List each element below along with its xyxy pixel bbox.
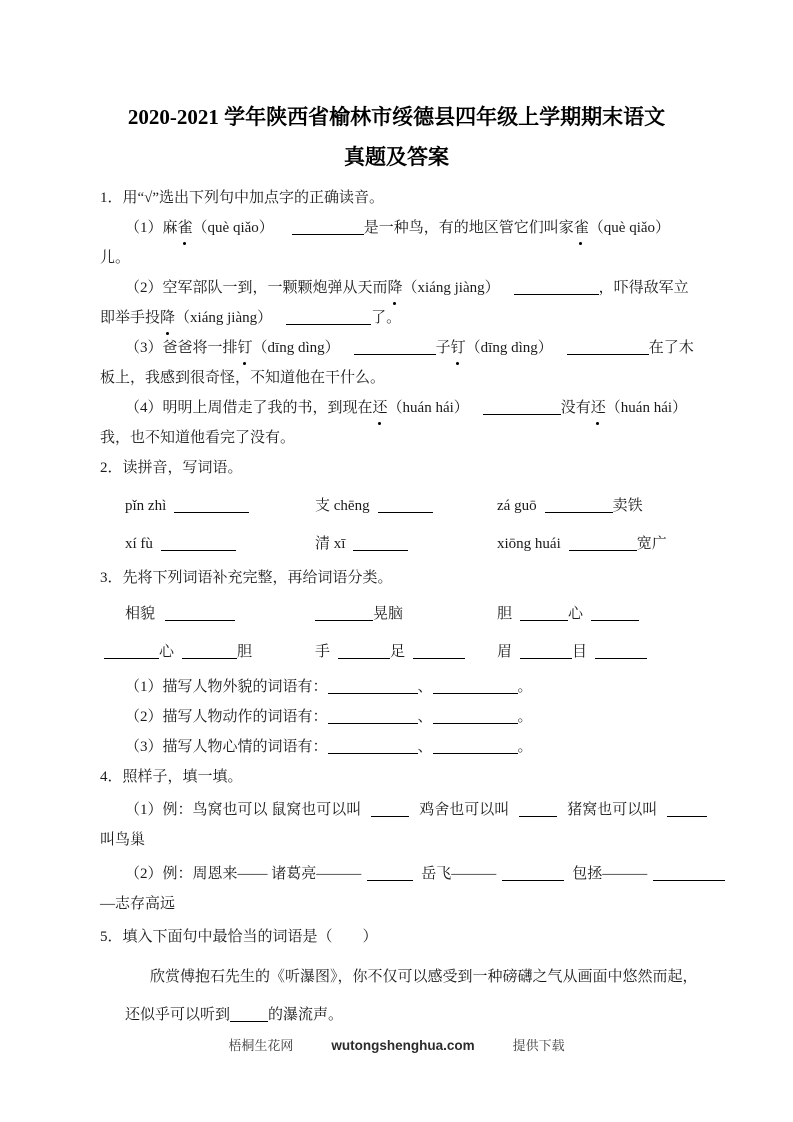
emphasized-char: 雀 — [574, 213, 589, 243]
answer-blank — [514, 281, 599, 295]
answer-blank — [483, 401, 561, 415]
emphasized-char: 雀 — [178, 213, 193, 243]
footer-site-url[interactable]: wutongshenghua.com — [331, 1038, 475, 1053]
answer-blank — [591, 607, 639, 621]
answer-blank — [667, 803, 707, 817]
word-column — [497, 599, 693, 629]
text-run: 足 — [390, 644, 406, 660]
q4-header — [100, 762, 693, 792]
answer-blank — [413, 645, 465, 659]
text-run: 板上，我感到很奇怪，不知道他在干什么。 — [100, 370, 386, 386]
text-run: （xiáng jiàng） — [175, 310, 273, 326]
text-run: 心 — [159, 644, 175, 660]
answer-blank — [595, 645, 647, 659]
answer-blank — [569, 537, 637, 551]
answer-blank — [433, 680, 518, 694]
text-run: 儿。 — [100, 250, 131, 266]
q2-header — [100, 453, 693, 483]
text-run: 欣赏傅抱石先生的《听瀑图》，你不仅可以感受到一种磅礴之气从画面中悠然而起， — [150, 969, 698, 985]
text-run: —志存高远 — [100, 896, 176, 912]
q4-item2-line1 — [100, 859, 693, 889]
text-run: pǐn zhì — [125, 498, 167, 514]
text-run: 鸡舍也可以叫 — [419, 802, 510, 818]
word-column — [315, 491, 497, 521]
answer-blank — [502, 867, 564, 881]
answer-blank — [519, 803, 557, 817]
document-title-line1: 2020-2021 学年陕西省榆林市绥德县四年级上学期期末语文 — [127, 105, 666, 129]
text-run: （4）明明上周借走了我的书，到现在 — [125, 400, 373, 416]
text-run: 的瀑流声。 — [268, 1007, 344, 1023]
q1-item4-line2 — [100, 423, 693, 453]
answer-blank — [104, 645, 159, 659]
spacer — [583, 617, 591, 618]
emphasized-char: 钉 — [451, 333, 466, 363]
text-run: 即举手投 — [100, 310, 161, 326]
spacer — [153, 547, 161, 548]
text-run: （1）描写人物外貌的词语有： — [125, 679, 328, 695]
text-run: 宽广 — [636, 536, 667, 552]
text-run: 晃脑 — [373, 606, 404, 622]
text-run: （1）例：鸟窝也可以 鼠窝也可以叫 — [125, 802, 362, 818]
word-column — [125, 529, 315, 559]
q1-item3-line1 — [100, 333, 693, 363]
text-run: 猪窝也可以叫 — [567, 802, 658, 818]
spacer — [561, 547, 569, 548]
answer-blank — [182, 645, 237, 659]
q4-item2-line2 — [100, 889, 693, 919]
text-run: （3）爸爸将一排 — [125, 340, 238, 356]
answer-blank — [328, 710, 418, 724]
text-run: （2）描写人物动作的词语有： — [125, 709, 328, 725]
spacer — [272, 321, 286, 322]
word-column — [315, 637, 497, 667]
text-run: （dīng dìng） — [465, 340, 553, 356]
text-run: 。 — [517, 739, 533, 755]
text-run: 心 — [568, 606, 584, 622]
text-run: xiōng huái — [497, 536, 561, 552]
q4-item1-line1 — [100, 795, 693, 825]
spacer — [274, 231, 292, 232]
q3-item1 — [100, 672, 693, 702]
q1-item1-line2 — [100, 243, 693, 273]
answer-blank — [378, 499, 433, 513]
text-run: 眉 — [497, 644, 513, 660]
document-body — [0, 183, 793, 1030]
answer-blank — [353, 537, 408, 551]
text-run: （2）例：周恩来—— 诸葛亮——— — [125, 866, 362, 882]
word-column — [497, 637, 693, 667]
spacer — [512, 617, 520, 618]
q5-header — [100, 922, 693, 952]
text-run: （3）描写人物心情的词语有： — [125, 739, 328, 755]
text-run: 了。 — [371, 310, 402, 326]
spacer — [409, 813, 419, 814]
spacer — [587, 655, 595, 656]
answer-blank — [338, 645, 390, 659]
q2-row2 — [100, 529, 693, 559]
word-column — [100, 637, 315, 667]
spacer — [330, 655, 338, 656]
answer-blank — [367, 867, 413, 881]
text-run: xí fù — [125, 536, 153, 552]
q1-item3-line2 — [100, 363, 693, 393]
q3-item3 — [100, 732, 693, 762]
q1-item4-line1 — [100, 393, 693, 423]
footer-download-note: 提供下载 — [512, 1038, 565, 1053]
q3-header — [100, 563, 693, 593]
text-run: 。 — [517, 679, 533, 695]
page-footer — [0, 1036, 793, 1056]
text-run: 、 — [417, 679, 433, 695]
spacer — [155, 617, 165, 618]
answer-blank — [433, 740, 518, 754]
emphasized-char: 降 — [388, 273, 403, 303]
text-run: （1）麻 — [125, 220, 178, 236]
text-run: 5．填入下面句中最恰当的词语是（ ） — [100, 929, 378, 945]
text-run: （dīng dìng） — [252, 340, 340, 356]
text-run: 在了木 — [648, 340, 694, 356]
answer-blank — [328, 740, 418, 754]
answer-blank — [230, 1008, 268, 1022]
q1-item1-line1 — [100, 213, 693, 243]
spacer — [361, 813, 371, 814]
answer-blank — [161, 537, 236, 551]
word-column — [497, 491, 693, 521]
text-run: 清 xī — [315, 536, 346, 552]
q1-header — [100, 183, 693, 213]
word-column — [125, 491, 315, 521]
text-run: 。 — [517, 709, 533, 725]
q5-passage-line2 — [100, 1000, 693, 1030]
text-run: 1．用“√”选出下列句中加点字的正确读音。 — [100, 190, 385, 206]
answer-blank — [520, 645, 572, 659]
text-run: zá guō — [497, 498, 537, 514]
footer-site-name: 梧桐生花网 — [228, 1038, 294, 1053]
text-run: （huán hái） — [387, 400, 469, 416]
document-lines — [100, 183, 698, 1030]
spacer — [512, 655, 520, 656]
q3-item2 — [100, 702, 693, 732]
text-run: 没有 — [560, 400, 591, 416]
spacer — [553, 351, 567, 352]
answer-blank — [520, 607, 568, 621]
spacer — [537, 509, 545, 510]
text-run: 相貌 — [125, 606, 156, 622]
answer-blank — [567, 341, 649, 355]
text-run: 、 — [417, 709, 433, 725]
answer-blank — [653, 867, 725, 881]
answer-blank — [354, 341, 436, 355]
emphasized-char: 还 — [591, 393, 606, 423]
q2-row1 — [100, 491, 693, 521]
spacer — [469, 411, 483, 412]
text-run: （2）空军部队一到，一颗颗炮弹从天而 — [125, 280, 388, 296]
spacer — [166, 509, 174, 510]
q1-item2-line2 — [100, 303, 693, 333]
text-run: （xiáng jiàng） — [402, 280, 500, 296]
text-run: 2．读拼音，写词语。 — [100, 460, 243, 476]
spacer — [370, 509, 378, 510]
spacer — [509, 813, 519, 814]
text-run: 手 — [315, 644, 331, 660]
spacer — [657, 813, 667, 814]
text-run: 支 chēng — [315, 498, 370, 514]
answer-blank — [328, 680, 418, 694]
spacer — [340, 351, 354, 352]
spacer — [500, 291, 514, 292]
word-column — [497, 529, 693, 559]
text-run: ，吓得敌军立 — [598, 280, 689, 296]
document-title-line2: 真题及答案 — [344, 145, 449, 169]
answer-blank — [545, 499, 613, 513]
document-title — [0, 97, 793, 177]
q3-row2 — [100, 637, 693, 667]
text-run: 我，也不知道他看完了没有。 — [100, 430, 296, 446]
answer-blank — [433, 710, 518, 724]
text-run: 3．先将下列词语补充完整，再给词语分类。 — [100, 570, 393, 586]
text-run: 、 — [417, 739, 433, 755]
text-run: 还似乎可以听到 — [125, 1007, 231, 1023]
text-run: 卖铁 — [612, 498, 643, 514]
q4-item1-line2 — [100, 825, 693, 855]
emphasized-char: 钉 — [238, 333, 253, 363]
text-run: 胆 — [237, 644, 253, 660]
text-run: （què qiǎo） — [588, 220, 671, 236]
word-column — [315, 599, 497, 629]
q1-item2-line1 — [100, 273, 693, 303]
answer-blank — [315, 607, 373, 621]
text-run: 4．照样子，填一填。 — [100, 769, 243, 785]
q3-row1 — [100, 599, 693, 629]
answer-blank — [286, 311, 371, 325]
text-run: （huán hái） — [605, 400, 688, 416]
text-run: 胆 — [497, 606, 513, 622]
answer-blank — [165, 607, 235, 621]
q5-passage-line1 — [100, 962, 698, 992]
word-column — [315, 529, 497, 559]
text-run: 子 — [435, 340, 451, 356]
spacer — [405, 655, 413, 656]
text-run: 包拯——— — [572, 866, 648, 882]
spacer — [557, 813, 567, 814]
word-column — [125, 599, 315, 629]
answer-blank — [174, 499, 249, 513]
emphasized-char: 还 — [373, 393, 388, 423]
text-run: 目 — [572, 644, 588, 660]
text-run: 叫鸟巢 — [100, 832, 146, 848]
emphasized-char: 降 — [160, 303, 175, 333]
answer-blank — [292, 221, 364, 235]
text-run: （què qiǎo） — [192, 220, 274, 236]
text-run: 岳飞——— — [421, 866, 497, 882]
text-run: 是一种鸟，有的地区管它们叫家 — [363, 220, 574, 236]
answer-blank — [371, 803, 409, 817]
spacer — [345, 547, 353, 548]
spacer — [174, 655, 182, 656]
